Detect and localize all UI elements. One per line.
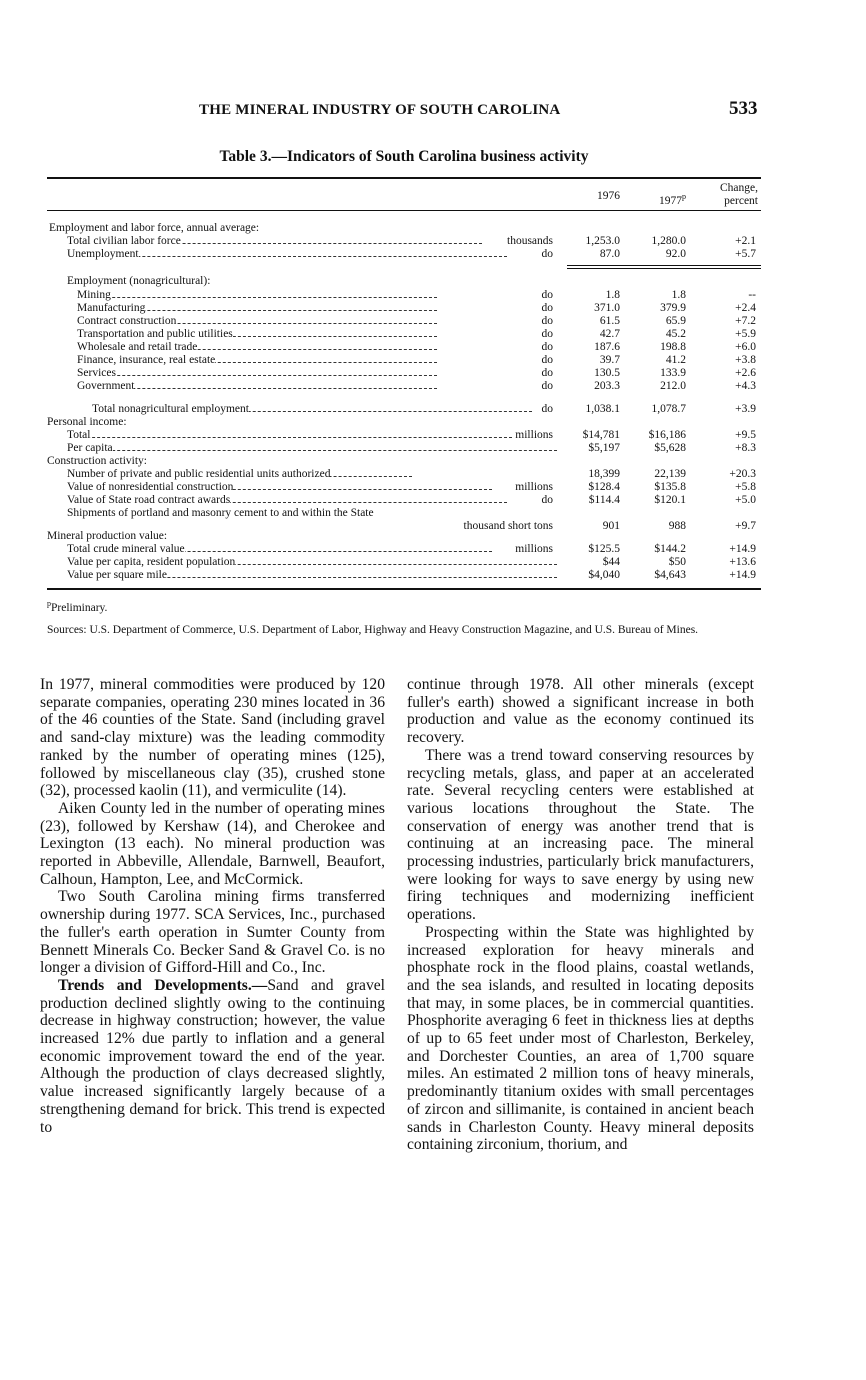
row-unit: thousand short tons bbox=[463, 520, 553, 532]
row-unit: do bbox=[541, 367, 553, 379]
value-change: +14.9 bbox=[729, 543, 756, 555]
page-number: 533 bbox=[729, 98, 758, 119]
row-label bbox=[77, 289, 437, 302]
row-label-text: Value per square mile bbox=[67, 569, 167, 581]
row-label-text: Value of nonresidential construction bbox=[67, 481, 234, 493]
value-1976: $128.4 bbox=[588, 481, 620, 493]
value-1976: $14,781 bbox=[582, 429, 620, 441]
row-label bbox=[92, 403, 532, 416]
paragraph: There was a trend toward conserving resources by recycling metals, glass, and paper at an accelerated rate. Several recycling centers were established at various locations throughout the State. The conservation of energy was another trend that is continuing at an increasing pace. The mineral processing industries, particularly brick manufacturers, were looking for ways to save energy by using new firing techniques and modernizing inefficient operations. bbox=[407, 746, 754, 924]
table-row bbox=[47, 429, 761, 442]
table-sub-rule-2 bbox=[567, 268, 761, 269]
value-1977: 92.0 bbox=[665, 248, 686, 260]
table-row bbox=[47, 556, 761, 569]
row-unit: do bbox=[541, 302, 553, 314]
row-unit: do bbox=[541, 494, 553, 506]
table-section-heading bbox=[47, 455, 761, 468]
table-title: Table 3.—Indicators of South Carolina business activity bbox=[219, 148, 589, 165]
row-unit: do bbox=[541, 403, 553, 415]
row-label: Employment (nonagricultural): bbox=[67, 275, 211, 287]
section-heading: Trends and Developments.— bbox=[58, 976, 268, 994]
row-label bbox=[77, 367, 437, 380]
row-label bbox=[77, 354, 437, 367]
row-label-text: Services bbox=[77, 367, 116, 379]
row-label-text: Mining bbox=[77, 289, 111, 301]
value-change: +7.2 bbox=[735, 315, 756, 327]
value-change: +5.7 bbox=[735, 248, 756, 260]
row-label-text: Total bbox=[67, 429, 91, 441]
col-1976: 1976 bbox=[597, 190, 620, 202]
table-head-rule bbox=[47, 210, 761, 211]
value-1977: 379.9 bbox=[660, 302, 686, 314]
value-1976: $4,040 bbox=[588, 569, 620, 581]
value-1977: $4,643 bbox=[654, 569, 686, 581]
value-1976: 18,399 bbox=[588, 468, 620, 480]
value-change: +20.3 bbox=[729, 468, 756, 480]
table-row bbox=[47, 468, 761, 481]
footnote-sup: p bbox=[47, 599, 51, 608]
value-change: +3.9 bbox=[735, 403, 756, 415]
value-change: +2.6 bbox=[735, 367, 756, 379]
row-label bbox=[67, 556, 557, 569]
row-label-text: Finance, insurance, real estate bbox=[77, 354, 216, 366]
row-label: Shipments of portland and masonry cement to and within the State bbox=[67, 507, 374, 519]
row-label bbox=[67, 569, 557, 582]
paragraph bbox=[40, 977, 385, 1136]
value-1977: $5,628 bbox=[654, 442, 686, 454]
value-1977: $16,186 bbox=[648, 429, 686, 441]
row-label-text: Transportation and public utilities bbox=[77, 328, 233, 340]
row-label bbox=[67, 481, 492, 494]
paragraph: In 1977, mineral commodities were produced by 120 separate companies, operating 230 mines located in 36 of the 46 counties of the State. Sand (including gravel and sand-clay mixture) was the leading commodity ranked by the number of operating mines (125), followed by miscellaneous clay (35), crushed stone (32), processed kaolin (11), and vermiculite (14). bbox=[40, 676, 385, 800]
row-label-text: Manufacturing bbox=[77, 302, 146, 314]
row-label bbox=[67, 543, 492, 556]
table-row bbox=[47, 569, 761, 582]
table-section-heading bbox=[47, 416, 761, 429]
table-row bbox=[47, 235, 761, 248]
value-1976: 42.7 bbox=[599, 328, 620, 340]
page-header bbox=[0, 98, 866, 124]
table-section-heading bbox=[47, 275, 761, 288]
row-label-text: Wholesale and retail trade bbox=[77, 341, 198, 353]
row-unit: thousands bbox=[507, 235, 553, 247]
value-1977: 133.9 bbox=[660, 367, 686, 379]
value-1977: $50 bbox=[668, 556, 686, 568]
row-label bbox=[67, 468, 412, 481]
table-row bbox=[47, 328, 761, 341]
row-label bbox=[67, 429, 512, 442]
table-section-heading bbox=[47, 507, 761, 520]
value-1977: $120.1 bbox=[654, 494, 686, 506]
table-row bbox=[47, 315, 761, 328]
running-title: THE MINERAL INDUSTRY OF SOUTH CAROLINA bbox=[199, 102, 561, 118]
footnote-text: Preliminary. bbox=[51, 601, 108, 614]
row-label bbox=[77, 341, 437, 354]
value-1977: 41.2 bbox=[665, 354, 686, 366]
value-change: +5.9 bbox=[735, 328, 756, 340]
row-unit: do bbox=[541, 380, 553, 392]
table-row bbox=[47, 289, 761, 302]
table-sub-rule-1 bbox=[567, 265, 761, 266]
row-label bbox=[77, 315, 437, 328]
value-change: +4.3 bbox=[735, 380, 756, 392]
table-row bbox=[47, 341, 761, 354]
row-label-text: Unemployment bbox=[67, 248, 139, 260]
value-1977: $135.8 bbox=[654, 481, 686, 493]
value-1976: 130.5 bbox=[594, 367, 620, 379]
left-column bbox=[40, 676, 385, 1136]
row-label-text: Total nonagricultural employment bbox=[92, 403, 249, 415]
value-1977: 1,280.0 bbox=[651, 235, 686, 247]
value-1976: $5,197 bbox=[588, 442, 620, 454]
paragraph: Prospecting within the State was highlighted by increased exploration for heavy minerals and phosphate rock in the flood plains, coastal wetlands, and the sea islands, and resulted in locating deposits that may, in some places, be in commercial quantities. Phosphorite averaging 6 feet in thickness lies at depths of up to 65 feet under most of Charleston, Berkeley, and Dorchester Counties, an area of 1,700 square miles. An estimated 2 million tons of heavy minerals, predominantly titanium oxides with small percentages of zircon and sillimanite, is contained in ancient beach sands in Charleston County. Heavy mineral deposits containing zirconium, thorium, and bbox=[407, 923, 754, 1154]
right-column bbox=[407, 676, 754, 1154]
row-unit: do bbox=[541, 248, 553, 260]
sources-note: Sources: U.S. Department of Commerce, U.S. Department of Labor, Highway and Heavy Construction Magazine, and U.S. Bureau of Mines. bbox=[47, 624, 699, 636]
row-unit: millions bbox=[515, 481, 553, 493]
value-1976: 371.0 bbox=[594, 302, 620, 314]
value-1976: $125.5 bbox=[588, 543, 620, 555]
table-top-rule bbox=[47, 177, 761, 179]
table-row bbox=[47, 380, 761, 393]
table-row bbox=[47, 494, 761, 507]
row-label-text: Per capita bbox=[67, 442, 113, 454]
value-1977: 22,139 bbox=[654, 468, 686, 480]
footnote bbox=[47, 597, 107, 615]
value-1977: 212.0 bbox=[660, 380, 686, 392]
row-label-text: Total civilian labor force bbox=[67, 235, 181, 247]
table-row bbox=[47, 367, 761, 380]
row-label-text: Value per capita, resident population bbox=[67, 556, 236, 568]
value-1977: 65.9 bbox=[665, 315, 686, 327]
row-label-text: Contract construction bbox=[77, 315, 177, 327]
row-label: Employment and labor force, annual average: bbox=[49, 222, 260, 234]
value-change: +5.8 bbox=[735, 481, 756, 493]
value-change: +13.6 bbox=[729, 556, 756, 568]
table-section-heading bbox=[47, 530, 761, 543]
value-1976: 61.5 bbox=[599, 315, 620, 327]
col-1977-label: 1977 bbox=[659, 194, 682, 207]
value-1977: 988 bbox=[668, 520, 686, 532]
value-change: +9.5 bbox=[735, 429, 756, 441]
value-1977: 1.8 bbox=[671, 289, 686, 301]
value-1976: 1,253.0 bbox=[585, 235, 620, 247]
table-row bbox=[47, 248, 761, 261]
col-change bbox=[701, 182, 758, 208]
value-change: +8.3 bbox=[735, 442, 756, 454]
table-row bbox=[47, 403, 761, 416]
value-change: +5.0 bbox=[735, 494, 756, 506]
row-unit: do bbox=[541, 341, 553, 353]
row-unit: millions bbox=[515, 429, 553, 441]
col-change-line2: percent bbox=[724, 195, 758, 207]
paragraph-text: Sand and gravel production declined slightly owing to the continuing decrease in highway construction; however, the value increased 12% due partly to inflation and a general economic improvement toward the end of the year. Although the production of clays decreased slightly, value increased significantly largely because of a strengthening demand for brick. This trend is expected to bbox=[40, 976, 385, 1136]
row-label bbox=[67, 235, 482, 248]
value-1976: 901 bbox=[602, 520, 620, 532]
table-row bbox=[47, 481, 761, 494]
table-row bbox=[47, 543, 761, 556]
value-1977: 45.2 bbox=[665, 328, 686, 340]
value-1976: 187.6 bbox=[594, 341, 620, 353]
row-label bbox=[77, 380, 437, 393]
table-row bbox=[47, 354, 761, 367]
value-change: +2.4 bbox=[735, 302, 756, 314]
value-1976: 203.3 bbox=[594, 380, 620, 392]
paragraph: Aiken County led in the number of operating mines (23), followed by Kershaw (14), and Cherokee and Lexington (13 each). No mineral production was reported in Abbeville, Allendale, Barnwell, Beaufort, Calhoun, Hampton, Lee, and McCormick. bbox=[40, 799, 385, 888]
row-label: Construction activity: bbox=[47, 455, 147, 467]
row-label bbox=[77, 328, 437, 341]
value-1976: 87.0 bbox=[599, 248, 620, 260]
row-unit: do bbox=[541, 289, 553, 301]
value-1976: 1,038.1 bbox=[585, 403, 620, 415]
table-bottom-rule bbox=[47, 588, 761, 590]
value-1976: $114.4 bbox=[588, 494, 620, 506]
row-unit: do bbox=[541, 328, 553, 340]
row-label bbox=[77, 302, 437, 315]
row-label-text: Government bbox=[77, 380, 135, 392]
value-1976: 1.8 bbox=[605, 289, 620, 301]
value-change: +9.7 bbox=[735, 520, 756, 532]
value-change: +14.9 bbox=[729, 569, 756, 581]
row-unit: do bbox=[541, 315, 553, 327]
value-1977: 1,078.7 bbox=[651, 403, 686, 415]
row-unit: millions bbox=[515, 543, 553, 555]
value-1976: $44 bbox=[602, 556, 620, 568]
row-label bbox=[67, 442, 557, 455]
row-label: Personal income: bbox=[47, 416, 127, 428]
table-section-heading bbox=[47, 222, 761, 235]
paragraph: Two South Carolina mining firms transferred ownership during 1977. SCA Services, Inc., purchased the fuller's earth operation in Sumter County from Bennett Minerals Co. Becker Sand & Gravel Co. is no longer a division of Gifford-Hill and Co., Inc. bbox=[40, 888, 385, 977]
value-change: +3.8 bbox=[735, 354, 756, 366]
value-1976: 39.7 bbox=[599, 354, 620, 366]
value-change: +2.1 bbox=[735, 235, 756, 247]
value-1977: 198.8 bbox=[660, 341, 686, 353]
value-change: -- bbox=[748, 289, 756, 301]
value-change: +6.0 bbox=[735, 341, 756, 353]
value-1977: $144.2 bbox=[654, 543, 686, 555]
row-label bbox=[67, 494, 507, 507]
paragraph: continue through 1978. All other minerals (except fuller's earth) showed a significant increase in both production and value as the economy continued its recovery. bbox=[407, 676, 754, 747]
table-row bbox=[47, 442, 761, 455]
col-1977-sup: p bbox=[682, 192, 686, 201]
row-label-text: Value of State road contract awards bbox=[67, 494, 231, 506]
table-row bbox=[47, 302, 761, 315]
row-unit: do bbox=[541, 354, 553, 366]
row-label: Mineral production value: bbox=[47, 530, 168, 542]
row-label-text: Total crude mineral value bbox=[67, 543, 185, 555]
col-change-line1: Change, bbox=[719, 182, 758, 194]
col-1977 bbox=[635, 190, 686, 208]
row-label-text: Number of private and public residential units authorized bbox=[67, 468, 331, 480]
row-label bbox=[67, 248, 507, 261]
